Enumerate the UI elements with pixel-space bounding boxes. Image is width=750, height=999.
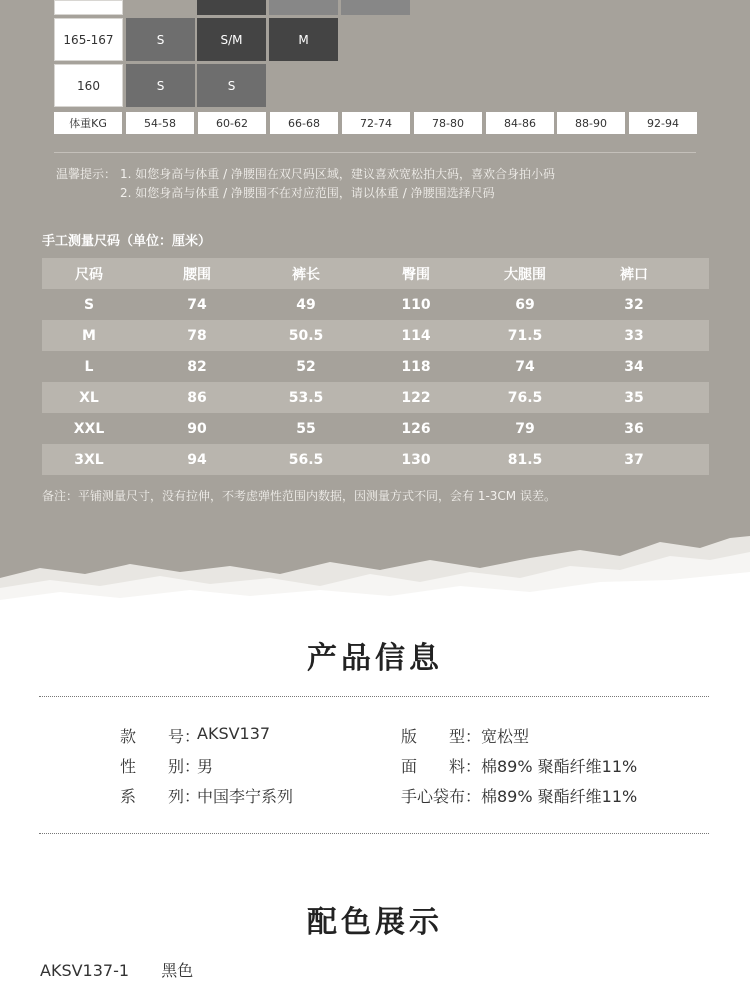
grid-cell — [54, 0, 123, 15]
table-cell: 71.5 — [507, 327, 543, 344]
weight-cell: 72-74 — [342, 112, 410, 134]
divider — [39, 833, 709, 834]
color-name: 黑色 — [161, 961, 194, 980]
table-cell: 35 — [624, 389, 644, 406]
table-row — [42, 351, 709, 382]
table-cell: 122 — [401, 389, 431, 406]
weight-cell: 84-86 — [486, 112, 554, 134]
measure-table — [42, 258, 709, 475]
table-cell: 49 — [296, 296, 316, 313]
info-label: 版 型： — [401, 727, 482, 746]
table-cell: 76.5 — [507, 389, 543, 406]
table-cell: L — [84, 358, 94, 375]
size-cell: S — [126, 18, 195, 61]
table-cell: 56.5 — [288, 451, 324, 468]
table-header-row — [42, 258, 709, 289]
grid-cell — [197, 0, 266, 15]
table-cell: 78 — [187, 327, 207, 344]
table-cell: 86 — [187, 389, 207, 406]
table-cell: 32 — [624, 296, 644, 313]
info-label: 性 别： — [120, 757, 201, 776]
divider — [54, 152, 696, 153]
table-cell: 50.5 — [288, 327, 324, 344]
info-label: 手心袋布： — [401, 787, 482, 806]
info-value: 男 — [197, 757, 214, 776]
measure-title: 手工测量尺码（单位：厘米） — [42, 234, 212, 249]
weight-cell: 66-68 — [270, 112, 338, 134]
table-cell: 74 — [187, 296, 207, 313]
weight-cell: 92-94 — [629, 112, 697, 134]
info-value: 棉89% 聚酯纤维11% — [481, 787, 638, 806]
color-show-title: 配色展示 — [307, 905, 443, 940]
info-value: 中国李宁系列 — [197, 787, 294, 806]
header-cell: 裤长 — [292, 266, 320, 283]
table-cell: 34 — [624, 358, 644, 375]
table-cell: XL — [79, 389, 99, 406]
table-cell: 90 — [187, 420, 207, 437]
table-cell: 37 — [624, 451, 644, 468]
table-cell: 74 — [515, 358, 535, 375]
table-cell: 52 — [296, 358, 316, 375]
table-cell: 94 — [187, 451, 207, 468]
table-cell: 126 — [401, 420, 431, 437]
table-cell: 118 — [401, 358, 431, 375]
table-cell: M — [82, 327, 96, 344]
tip-label: 温馨提示： — [56, 167, 117, 181]
divider — [39, 696, 709, 697]
header-cell: 大腿围 — [504, 266, 546, 283]
header-cell: 裤口 — [620, 266, 648, 283]
table-cell: 81.5 — [507, 451, 543, 468]
table-cell: 79 — [515, 420, 535, 437]
size-cell: S/M — [197, 18, 266, 61]
height-label: 165-167 — [54, 18, 123, 61]
info-label: 面 料： — [401, 757, 482, 776]
info-label: 款 号： — [120, 727, 201, 746]
table-row — [42, 413, 709, 444]
info-value: AKSV137 — [197, 724, 271, 743]
table-row — [42, 444, 709, 475]
table-cell: 130 — [401, 451, 431, 468]
tip-line-1: 1. 如您身高与体重 / 净腰围在双尺码区域，建议喜欢宽松拍大码，喜欢合身拍小码 — [120, 167, 555, 181]
table-cell: 53.5 — [288, 389, 324, 406]
size-cell: S — [126, 64, 195, 107]
table-cell: S — [83, 296, 95, 313]
info-label: 系 列： — [120, 787, 201, 806]
table-cell: 82 — [187, 358, 207, 375]
weight-cell: 78-80 — [414, 112, 482, 134]
size-cell: S — [197, 64, 266, 107]
header-cell: 尺码 — [75, 266, 103, 283]
table-cell: 110 — [401, 296, 431, 313]
weight-cell: 88-90 — [557, 112, 625, 134]
weight-header: 体重KG — [54, 112, 122, 134]
grid-cell — [269, 0, 338, 15]
torn-paper-edge — [0, 530, 750, 630]
product-info-title: 产品信息 — [307, 641, 443, 676]
weight-cell: 60-62 — [198, 112, 266, 134]
table-cell: 114 — [401, 327, 431, 344]
tip-line-2: 2. 如您身高与体重 / 净腰围不在对应范围，请以体重 / 净腰围选择尺码 — [120, 186, 495, 200]
table-row — [42, 289, 709, 320]
table-cell: 55 — [296, 420, 316, 437]
table-cell: 3XL — [74, 451, 104, 468]
weight-cell: 54-58 — [126, 112, 194, 134]
header-cell: 腰围 — [183, 266, 211, 283]
info-value: 宽松型 — [481, 727, 530, 746]
header-cell: 臀围 — [402, 266, 430, 283]
grid-cell — [341, 0, 410, 15]
size-cell: M — [269, 18, 338, 61]
info-value: 棉89% 聚酯纤维11% — [481, 757, 638, 776]
table-row — [42, 320, 709, 351]
height-label: 160 — [54, 64, 123, 107]
table-row — [42, 382, 709, 413]
table-cell: 36 — [624, 420, 644, 437]
measure-note: 备注：平铺测量尺寸，没有拉伸，不考虑弹性范围内数据，因测量方式不同，会有 1-3CM 误差。 — [42, 489, 556, 503]
table-cell: 69 — [515, 296, 535, 313]
color-code: AKSV137-1 — [40, 961, 130, 980]
table-cell: 33 — [624, 327, 644, 344]
table-cell: XXL — [73, 420, 105, 437]
color-item — [40, 958, 193, 981]
